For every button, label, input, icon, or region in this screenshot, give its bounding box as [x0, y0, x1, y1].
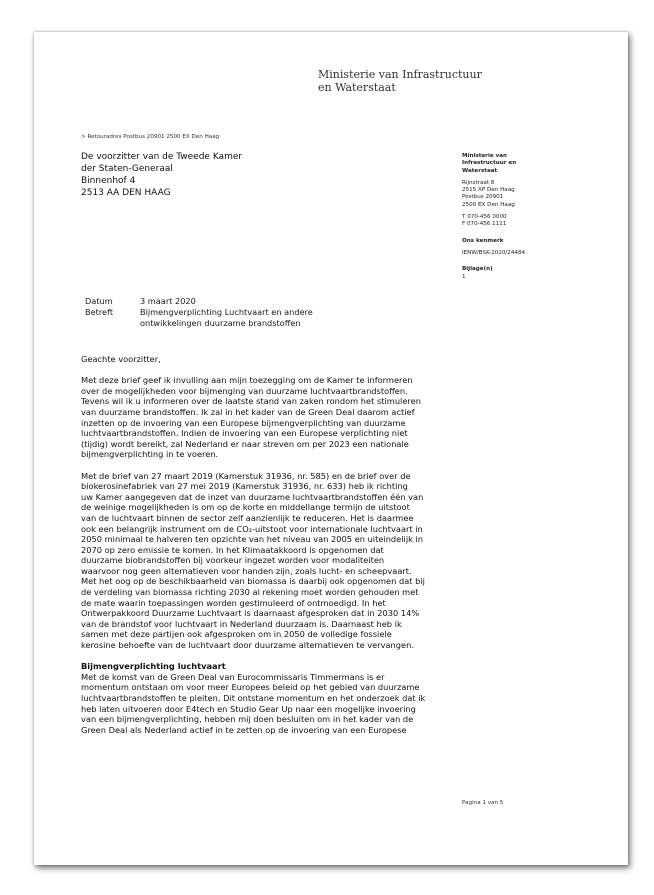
body-line: Met de brief van 27 maart 2019 (Kamerstuk 31936, nr. 585) en de brief over de	[81, 470, 411, 481]
logo-line-2: en Waterstaat	[318, 81, 396, 94]
sender-sidebar	[462, 153, 582, 281]
body-line: 2050 minimaal te halveren ten opzichte van het niveau van 2005 en uiteindelijk in	[81, 534, 424, 545]
body-line: de verdeling van biomassa richting 2030 al rekening moet worden gehouden met	[81, 587, 419, 598]
body-line: van de brandstof voor luchtvaart in Nederland duurzaam is. Daarnaast heb ik	[81, 618, 402, 629]
body-line: ook een belangrijk instrument om de CO₂-uitstoot voor internationale luchtvaart in	[81, 523, 423, 534]
body-line: luchtvaartbrandstoffen te pleiten. Dit ontstane momentum en het onderzoek dat ik	[81, 693, 426, 703]
body-line: Ontwerpakkoord Duurzame Luchtvaart is daarnaast afgesproken dat in 2030 14%	[81, 608, 420, 619]
paragraph-context	[81, 471, 456, 651]
bijlage-label: Bijlage(n)	[462, 266, 493, 273]
body-line: momentum ontstaan om voor meer Europees beleid op het gebied van duurzame	[81, 682, 420, 693]
recipient-address	[81, 151, 242, 199]
date-label: Datum	[85, 296, 113, 306]
sidebar-address-line: 2515 XP Den Haag	[462, 187, 515, 194]
body-line: van een bijmengverplichting, hebben mij doen besluiten om in het kader van de	[81, 714, 414, 725]
body-line: over de mogelijkheden voor bijmenging van duurzame luchtvaartbrandstoffen.	[81, 385, 408, 396]
subject-line: ontwikkelingen duurzame brandstoffen	[140, 318, 301, 328]
subject-line: Bijmengverplichting Luchtvaart en andere	[140, 307, 313, 317]
ministry-logo	[318, 68, 482, 94]
body-line: samen met deze partijen ook afgesproken om in 2050 de volledige fossiele	[81, 629, 392, 640]
kenmerk-label: Ons kenmerk	[462, 237, 504, 244]
salutation: Geachte voorzitter,	[81, 354, 161, 364]
recipient-line: Binnenhof 4	[81, 176, 136, 186]
body-line: de mate waarin toepassingen worden gestimuleerd of ontmoedigd. In het	[81, 597, 386, 608]
body-line: luchtvaartbrandstoffen. Indien de invoering van een Europese verplichting niet	[81, 428, 408, 439]
body-line: bijmengverplichting in te voeren.	[81, 449, 219, 460]
subject-label: Betreft	[85, 307, 114, 317]
body-line: Met het oog op de beschikbaarheid van biomassa is daarbij ook opgenomen dat bij	[81, 576, 425, 587]
page-number: Pagina 1 van 5	[462, 800, 504, 806]
body-line: heb laten uitvoeren door E4tech en Studio Gear Up naar een mogelijke invoering	[81, 703, 416, 714]
paragraph-green-deal	[81, 672, 456, 736]
sidebar-org-name-line: Waterstaat	[462, 167, 498, 174]
body-line: van duurzame brandstoffen. Ik zal in het kader van de Green Deal daarom actief	[81, 406, 415, 417]
section-heading: Bijmengverplichting luchtvaart	[81, 661, 226, 672]
body-line: kerosine behoefte van de luchtvaart door duurzame alternatieven te vervangen.	[81, 640, 414, 651]
sidebar-phone: T 070-456 0000	[462, 214, 507, 221]
letter-meta	[85, 296, 313, 329]
body-line: van de luchtvaart binnen de sector zelf aanzienlijk te reduceren. Het is daarmee	[81, 512, 414, 523]
return-address: > Retouradres Postbus 20901 2500 EX Den Haag	[81, 134, 220, 140]
sidebar-fax: F 070-456 1111	[462, 221, 507, 228]
body-line: de weinige mogelijkheden is om op de korte en middellange termijn de uitstoot	[81, 502, 410, 513]
recipient-line: 2513 AA DEN HAAG	[81, 188, 171, 198]
body-line: inzetten op de invoering van een Europese bijmengverplichting van duurzame	[81, 417, 406, 428]
body-line: duurzame biobrandstoffen bij voorkeur ingezet worden voor modaliteiten	[81, 555, 385, 566]
body-line: (tijdig) wordt bereikt, zal Nederland er naar streven om per 2023 een nationale	[81, 438, 409, 449]
letter-body	[81, 354, 456, 746]
sidebar-address-line: Postbus 20901	[462, 194, 504, 201]
sidebar-address-line: 2500 EX Den Haag	[462, 201, 515, 208]
sidebar-org-name-line: Infrastructuur en	[462, 160, 517, 167]
body-line: biokerosinefabriek van 27 mei 2019 (Kamerstuk 31936, nr. 633) heb ik richting	[81, 481, 408, 492]
body-line: Green Deal als Nederland actief in te zetten op de invoering van een Europese	[81, 724, 407, 735]
sidebar-org-name-line: Ministerie van	[462, 153, 508, 159]
bijlage-value: 1	[462, 273, 466, 280]
recipient-line: der Staten-Generaal	[81, 164, 173, 174]
kenmerk-value: IENW/BSK-2020/24484	[462, 249, 526, 256]
logo-line-1: Ministerie van Infrastructuur	[318, 68, 482, 81]
body-line: Met de komst van de Green Deal van Eurocommissaris Timmermans is er	[81, 671, 385, 682]
body-line: uw Kamer aangegeven dat de inzet van duurzame luchtvaartbrandstoffen één van	[81, 491, 424, 502]
body-line: Met deze brief geef ik invulling aan mijn toezegging om de Kamer te informeren	[81, 375, 413, 386]
recipient-line: De voorzitter van de Tweede Kamer	[81, 152, 243, 162]
body-line: waarvoor nog geen alternatieven voor handen zijn, zoals lucht- en scheepvaart.	[81, 565, 412, 576]
body-line: 2070 op zero emissie te komen. In het Klimaatakkoord is opgenomen dat	[81, 544, 384, 555]
date-value: 3 maart 2020	[140, 296, 196, 306]
paragraph-intro	[81, 375, 456, 460]
body-line: Tevens wil ik u informeren over de laatste stand van zaken rondom het stimuleren	[81, 396, 421, 407]
sidebar-address-line: Rijnstraat 8	[462, 179, 495, 186]
